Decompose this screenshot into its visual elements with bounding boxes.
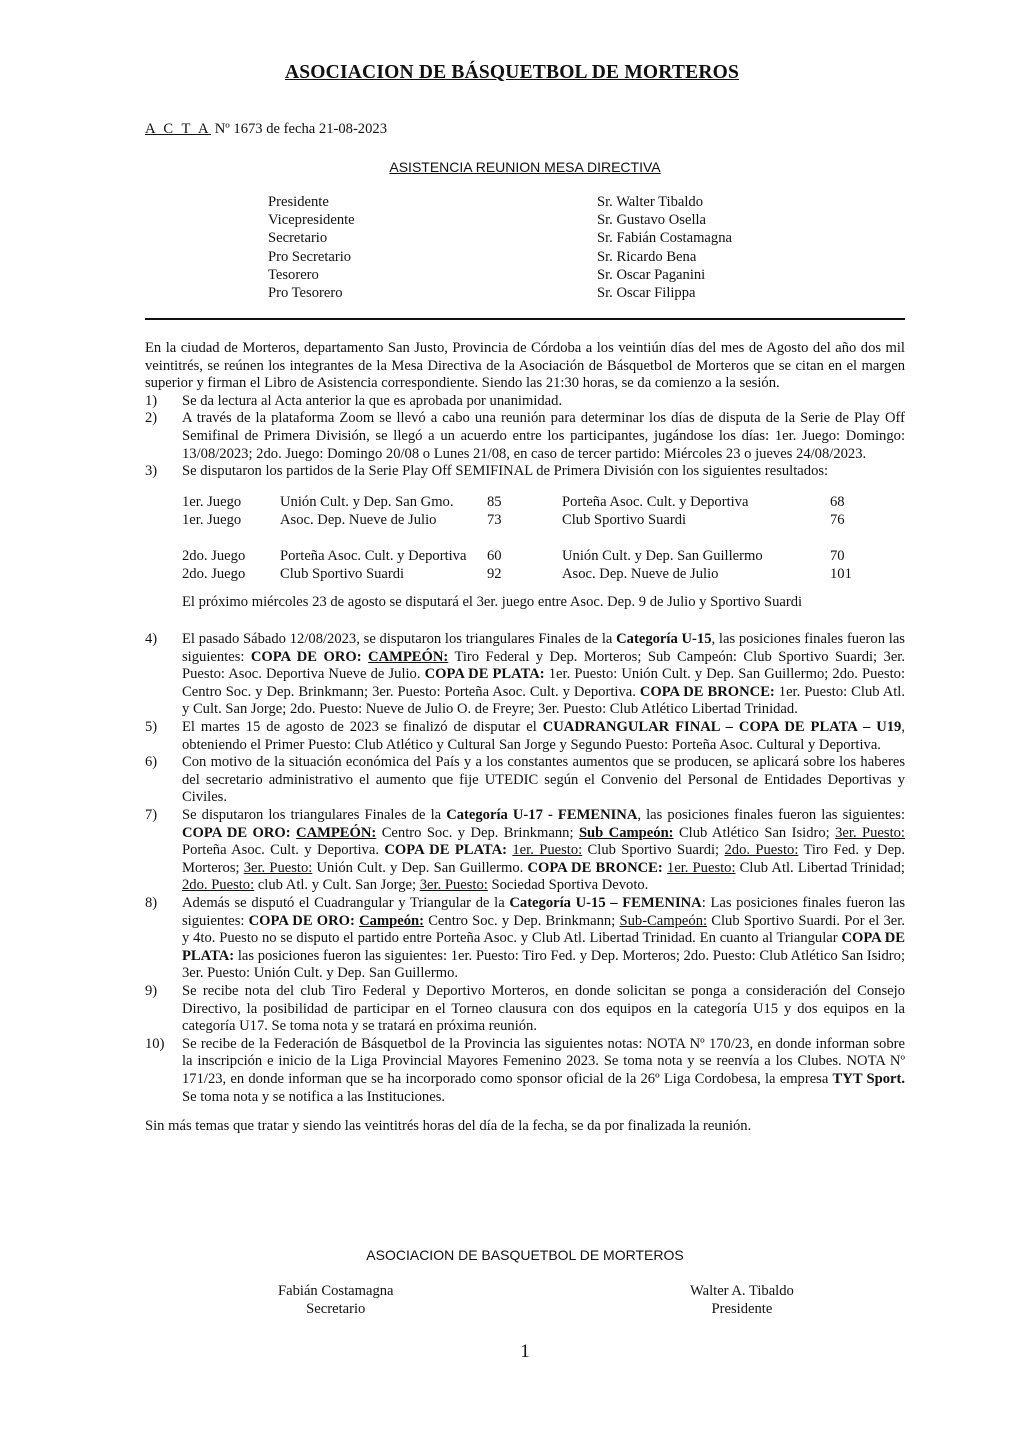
- bold-run: Categoría U-15: [616, 631, 712, 648]
- signature-role: Secretario: [306, 1300, 366, 1317]
- board-names: [597, 193, 732, 302]
- text-run: : Las posiciones finales fueron las siguientes:: [182, 895, 905, 929]
- text-run: El pasado Sábado 12/08/2023, se disputaron los triangulares Finales de la: [182, 631, 617, 648]
- table-row: [182, 511, 905, 529]
- text-run: 1er. Puesto: Unión Cult. y Dep. San Guillermo; 2do. Puesto: Centro Soc. y Dep. Brinkmann; 3er. Puesto: Porteña Asoc. Cult. y Deportiva.: [182, 666, 905, 700]
- bold-run: TYT Sport.: [832, 1070, 905, 1087]
- text-run: Tiro Federal y Dep. Morteros; Sub Campeón: Club Sportivo Suardi; 3er. Puesto: Asoc. Deportiva Nueve de Julio.: [182, 648, 906, 683]
- agenda-item-4: [145, 631, 905, 719]
- item-text: [182, 631, 905, 719]
- item-text: Se da lectura al Acta anterior la que es aprobada por unanimidad.: [182, 392, 563, 409]
- item-text: A través de la plataforma Zoom se llevó a cabo una reunión para determinar los días de disputa de la Serie de Play Off Semifinal de Primera División, se llegó a un acuerdo entre los participantes, jugándose los días: 1er. Juego: Domingo: 13/08/2023; 2do. Juego: Domingo 20/08 o Lunes 21/08, en caso de tercer partido: Miércoles 23 o jueves 24/08/2023.: [182, 410, 905, 462]
- attendance-heading: ASISTENCIA REUNION MESA DIRECTIVA: [389, 159, 661, 175]
- item-number: 5): [145, 719, 158, 736]
- agenda-item-10: [145, 1036, 905, 1106]
- away-score: 68: [830, 493, 845, 510]
- agenda-item-1: [145, 393, 905, 411]
- board-role: Presidente: [268, 194, 329, 210]
- board-member-name: Sr. Gustavo Osella: [597, 212, 707, 229]
- agenda-item-9: [145, 983, 905, 1036]
- bold-run: Categoría U-15 – FEMENINA: [509, 895, 702, 911]
- board-roles: [268, 193, 355, 302]
- game-label: 1er. Juego: [182, 511, 242, 528]
- away-score: 101: [830, 566, 852, 583]
- bold-run: COPA DE PLATA:: [384, 842, 507, 859]
- game-label: 2do. Juego: [182, 566, 246, 583]
- table-row: [182, 565, 905, 583]
- board-member-name: Sr. Fabián Costamagna: [597, 230, 732, 247]
- text-run: Club Sportivo Suardi. Por el 3er. y 4to. Puesto no se disputo el partido entre Porteña Asoc. y Club Atl. Libertad Trinidad. En cuanto al Triangular: [182, 912, 905, 947]
- results-table: [182, 493, 905, 584]
- item-number: 6): [145, 754, 158, 771]
- table-row: [182, 493, 905, 511]
- away-score: 70: [830, 548, 845, 565]
- text-run: , las posiciones finales fueron las siguientes:: [637, 807, 905, 824]
- next-game-note: El próximo miércoles 23 de agosto se disputará el 3er. juego entre Asoc. Dep. 9 de Julio y Sportivo Suardi: [182, 593, 803, 610]
- signature-secretary: [278, 1283, 394, 1318]
- board-role: Vicepresidente: [268, 212, 355, 229]
- item-text: [182, 895, 905, 983]
- home-score: 60: [487, 548, 502, 565]
- table-row: [182, 547, 905, 565]
- acta-number-date: Nº 1673 de fecha 21-08-2023: [211, 121, 387, 137]
- acta-label: A C T A: [145, 121, 212, 137]
- home-team: Club Sportivo Suardi: [280, 566, 405, 583]
- section-spacer: [145, 611, 905, 631]
- footer-association: ASOCIACION DE BASQUETBOL DE MORTEROS: [366, 1247, 684, 1263]
- horizontal-rule: [145, 318, 905, 320]
- board-member-name: Sr. Oscar Paganini: [597, 266, 706, 283]
- away-team: Asoc. Dep. Nueve de Julio: [562, 566, 719, 583]
- bold-underline-run: CAMPEÓN:: [368, 648, 449, 665]
- agenda-item-7: [145, 807, 905, 895]
- text-run: club Atl. y Cult. San Jorge;: [254, 877, 420, 894]
- text-run: Unión Cult. y Dep. San Guillermo.: [312, 859, 528, 876]
- bold-run: Categoría U-17 - FEMENINA: [446, 807, 638, 824]
- board-role: Pro Secretario: [268, 248, 352, 265]
- item-number: 8): [145, 895, 158, 911]
- bold-run: COPA DE BRONCE:: [527, 859, 663, 876]
- signature-name: Fabián Costamagna: [278, 1283, 394, 1299]
- item-text: Con motivo de la situación económica del País y a los constantes aumentos que se producen, se aplicará sobre los haberes del secretario administrativo el aumento que fije UTEDIC según el Convenio del Personal de Entidades Deportivas y Civiles.: [182, 754, 905, 806]
- text-run: Además se disputó el Cuadrangular y Triangular de la: [182, 895, 510, 911]
- text-run: , las posiciones finales fueron las siguientes:: [182, 631, 905, 665]
- underline-run: Sub-Campeón:: [619, 912, 708, 929]
- bold-underline-run: Sub Campeón:: [578, 824, 674, 841]
- agenda-item-5: [145, 719, 905, 754]
- minutes-body: [145, 340, 905, 1136]
- bold-run: COPA DE ORO:: [182, 824, 297, 841]
- text-run: Centro Soc. y Dep. Brinkmann;: [423, 912, 620, 929]
- home-team: Porteña Asoc. Cult. y Deportiva: [280, 548, 467, 565]
- signature-name: Walter A. Tibaldo: [690, 1283, 794, 1299]
- text-run: , obteniendo el Primer Puesto: Club Atlético y Cultural San Jorge y Segundo Puesto: Porteña Asoc. Cultural y Deportiva.: [182, 719, 905, 753]
- text-run: las posiciones fueron las siguientes: 1er. Puesto: Tiro Fed. y Dep. Morteros; 2do. Puesto: Club Atlético San Isidro; 3er. Puesto: Unión Cult. y Dep. San Guillermo.: [182, 947, 905, 982]
- underline-run: 1er. Puesto:: [666, 859, 736, 876]
- text-run: 1er. Puesto: Club Atl. y Cult. San Jorge; 2do. Puesto: Nueve de Julio O. de Freyre; 3er. Puesto: Club Atlético Libertad Trinidad.: [182, 683, 905, 718]
- acta-line: [145, 121, 387, 139]
- bold-run: COPA DE ORO:: [248, 912, 360, 929]
- item-number: 3): [145, 463, 158, 480]
- underline-run: 3er. Puesto:: [243, 859, 313, 876]
- away-team: Unión Cult. y Dep. San Guillermo: [562, 548, 763, 565]
- underline-run: 3er. Puesto:: [835, 824, 905, 841]
- home-score: 92: [487, 566, 502, 583]
- text-run: Club Atlético San Isidro;: [673, 824, 836, 841]
- item-text: Se recibe nota del club Tiro Federal y Deportivo Morteros, en donde solicitan se ponga a consideración del Consejo Directivo, la posibilidad de participar en el Torneo clausura con dos equipos en la categoría U15 y dos equipos en la categoría U17. Se toma nota y se tratará en próxima reunión.: [182, 982, 905, 1035]
- text-run: El martes 15 de agosto de 2023 se finalizó de disputar el: [182, 719, 543, 736]
- agenda-item-3: [145, 463, 905, 481]
- bold-underline-run: CAMPEÓN:: [296, 824, 377, 841]
- underline-run: 2do. Puesto:: [724, 842, 799, 859]
- board-member-name: Sr. Oscar Filippa: [597, 284, 696, 301]
- agenda-item-2: [145, 410, 905, 463]
- intro-paragraph: En la ciudad de Morteros, departamento San Justo, Provincia de Córdoba a los veintiún días del mes de Agosto del año dos mil veintitrés, se reúnen los integrantes de la Mesa Directiva de la Asociación de Básquetbol de Morteros que se citan en el margen superior y firman el Libro de Asistencia correspondiente. Siendo las 21:30 horas, se da comienzo a la sesión.: [145, 340, 905, 392]
- board-role: Pro Tesorero: [268, 284, 343, 301]
- bold-run: COPA DE BRONCE:: [639, 683, 775, 700]
- text-run: Sociedad Sportiva Devoto.: [487, 877, 649, 894]
- bold-underline-run: Campeón:: [359, 912, 424, 929]
- text-run: Club Atl. Libertad Trinidad;: [735, 859, 905, 876]
- home-score: 73: [487, 511, 502, 528]
- page-number: 1: [520, 1341, 530, 1362]
- item-number: 4): [145, 631, 158, 648]
- agenda-item-8: [145, 895, 905, 983]
- document-title: ASOCIACION DE BÁSQUETBOL DE MORTEROS: [284, 62, 740, 83]
- underline-run: 2do. Puesto:: [182, 877, 255, 894]
- closing-paragraph: Sin más temas que tratar y siendo las veintitrés horas del día de la fecha, se da por finalizada la reunión.: [145, 1118, 752, 1135]
- bold-run: COPA DE PLATA:: [182, 930, 905, 964]
- bold-run: CUADRANGULAR FINAL – COPA DE PLATA – U19: [542, 719, 902, 736]
- item-text: Se disputaron los partidos de la Serie Play Off SEMIFINAL de Primera División con los siguientes resultados:: [182, 463, 829, 480]
- item-text: [182, 807, 905, 895]
- away-team: Club Sportivo Suardi: [562, 511, 687, 528]
- agenda-item-6: [145, 754, 905, 807]
- text-run: Se recibe de la Federación de Básquetbol de la Provincia las siguientes notas: NOTA Nº 170/23, en donde informan sobre la inscripción e inicio de la Liga Provincial Mayores Femenino 2023. Se toma nota y se reenvía a los Clubes. NOTA Nº 171/23, en donde informan que se ha incorporado como sponsor oficial de la 26º Liga Cordobesa, la empresa: [182, 1035, 905, 1087]
- board-member-name: Sr. Walter Tibaldo: [597, 194, 703, 210]
- signature-president: [690, 1283, 794, 1318]
- row-spacer: [182, 529, 905, 547]
- item-number: 7): [145, 807, 158, 824]
- away-score: 76: [830, 511, 845, 528]
- board-member-name: Sr. Ricardo Bena: [597, 248, 697, 265]
- text-run: Tiro Fed. y Dep. Morteros;: [182, 842, 905, 876]
- signature-role: Presidente: [711, 1300, 773, 1317]
- bold-run: COPA DE ORO:: [250, 648, 369, 665]
- board-role: Tesorero: [268, 266, 319, 283]
- game-label: 2do. Juego: [182, 548, 246, 565]
- item-text: [182, 1036, 905, 1106]
- item-number: 2): [145, 410, 158, 427]
- text-run: Porteña Asoc. Cult. y Deportiva.: [182, 842, 385, 859]
- underline-run: 1er. Puesto:: [512, 842, 583, 859]
- home-score: 85: [487, 493, 502, 510]
- underline-run: 3er. Puesto:: [419, 877, 488, 894]
- game-label: 1er. Juego: [182, 493, 242, 510]
- text-run: Club Sportivo Suardi;: [582, 842, 725, 859]
- item-text: [182, 719, 905, 754]
- item-number: 10): [145, 1035, 165, 1052]
- away-team: Porteña Asoc. Cult. y Deportiva: [562, 493, 749, 510]
- home-team: Asoc. Dep. Nueve de Julio: [280, 511, 437, 528]
- board-role: Secretario: [268, 230, 328, 247]
- home-team: Unión Cult. y Dep. San Gmo.: [280, 493, 454, 510]
- text-run: Se toma nota y se notifica a las Instituciones.: [182, 1088, 446, 1105]
- text-run: Centro Soc. y Dep. Brinkmann;: [376, 824, 579, 841]
- item-number: 9): [145, 982, 158, 999]
- item-number: 1): [145, 392, 158, 409]
- text-run: Se disputaron los triangulares Finales de la: [182, 807, 447, 824]
- bold-run: COPA DE PLATA:: [424, 666, 545, 683]
